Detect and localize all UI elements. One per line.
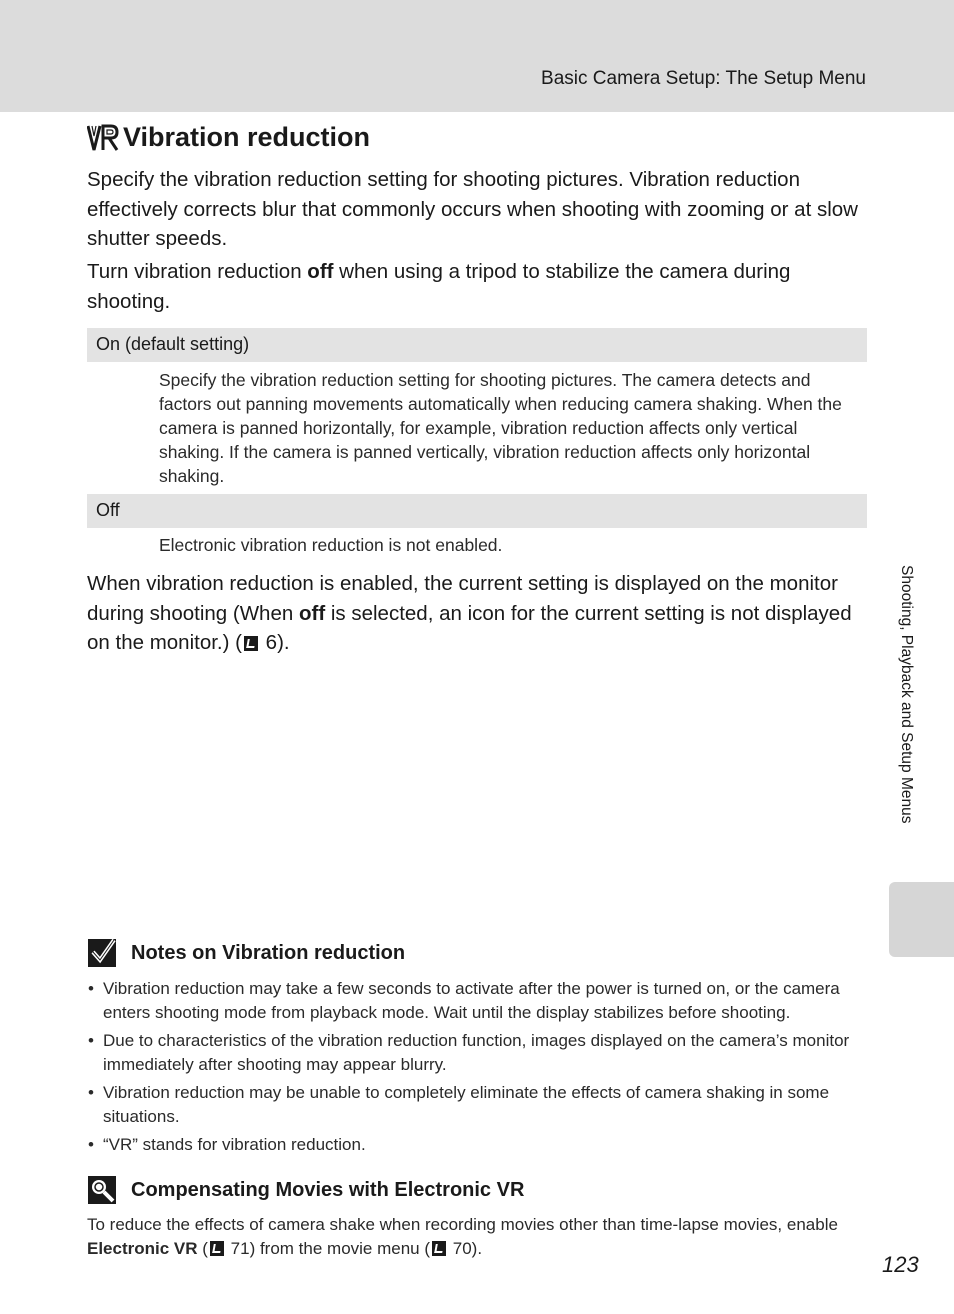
magnifier-info-icon bbox=[87, 1175, 119, 1205]
comp-ref-1: 71 bbox=[225, 1239, 250, 1258]
checkmark-note-icon bbox=[87, 938, 119, 968]
off-keyword: off bbox=[298, 601, 326, 625]
notes-heading bbox=[87, 938, 405, 968]
comp-text-middle: ) from the movie menu ( bbox=[249, 1239, 431, 1258]
page-title bbox=[87, 122, 370, 153]
comp-text-after: ). bbox=[471, 1239, 483, 1258]
monitor-text-after: ). bbox=[277, 631, 290, 654]
list-item: • Vibration reduction may take a few seconds to activate after the power is turned on, or the camera enters shooting mode from playback mode. Wait until the display stabilizes before shooting. bbox=[87, 977, 867, 1025]
intro-paragraph: Specify the vibration reduction setting for shooting pictures. Vibration reduction effectively corrects blur that commonly occurs when shooting with zooming or at slow shutter speeds. bbox=[87, 168, 858, 250]
tripod-text-after: when using a tripod to stabilize the camera during shooting. bbox=[87, 260, 791, 313]
vr-icon bbox=[87, 123, 119, 153]
monitor-ref-page: 6 bbox=[259, 631, 278, 654]
setting-description: Electronic vibration reduction is not enabled. bbox=[159, 535, 503, 555]
tripod-text-before: Turn vibration reduction bbox=[87, 260, 308, 283]
side-tab-block bbox=[889, 882, 954, 957]
setting-label: On (default setting) bbox=[96, 334, 250, 354]
tripod-paragraph bbox=[87, 257, 877, 316]
page-reference-icon bbox=[432, 1241, 446, 1256]
list-item: • Vibration reduction may be unable to completely eliminate the effects of camera shaking in some situations. bbox=[87, 1081, 867, 1129]
setting-label: Off bbox=[96, 500, 120, 520]
page-reference-icon bbox=[210, 1241, 224, 1256]
monitor-paragraph bbox=[87, 569, 877, 658]
setting-row-on bbox=[87, 328, 867, 362]
setting-description: Specify the vibration reduction setting for shooting pictures. The camera detects and factors out panning movements automatically when reducing camera shaking. When the camera is panned horizontally, for example, vibration reduction affects only vertical shaking. If the camera is panned vertically, vibration reduction affects only horizontal shaking. bbox=[159, 370, 842, 486]
comp-ref-2: 70 bbox=[448, 1239, 472, 1258]
off-keyword: off bbox=[307, 260, 334, 283]
page-number: 123 bbox=[882, 1252, 919, 1277]
running-header: Basic Camera Setup: The Setup Menu bbox=[541, 68, 866, 89]
page-title-text: Vibration reduction bbox=[123, 122, 371, 152]
monitor-text-before: When vibration reduction is enabled, the current setting is displayed on the monitor during shooting (When bbox=[87, 572, 838, 625]
list-item: • “VR” stands for vibration reduction. bbox=[87, 1133, 867, 1157]
list-item: • Due to characteristics of the vibration reduction function, images displayed on the camera’s monitor immediately after shooting may appear blurry. bbox=[87, 1029, 867, 1077]
setting-row-off bbox=[87, 494, 867, 528]
monitor-text-middle: is selected, an icon for the current setting is not displayed on the monitor.) ( bbox=[87, 601, 852, 654]
electronic-vr-keyword: Electronic VR bbox=[87, 1239, 198, 1258]
side-tab-label: Shooting, Playback and Setup Menus bbox=[898, 565, 915, 824]
comp-text-before: To reduce the effects of camera shake when recording movies other than time-lapse movies, enable bbox=[87, 1215, 838, 1234]
compensating-heading-text: Compensating Movies with Electronic VR bbox=[131, 1178, 525, 1201]
comp-text-open: ( bbox=[197, 1239, 208, 1258]
compensating-heading bbox=[87, 1175, 524, 1205]
compensating-paragraph bbox=[87, 1213, 877, 1261]
notes-list bbox=[87, 977, 867, 1161]
page-reference-icon bbox=[244, 636, 258, 651]
header-band bbox=[0, 0, 954, 112]
notes-heading-text: Notes on Vibration reduction bbox=[131, 941, 406, 964]
